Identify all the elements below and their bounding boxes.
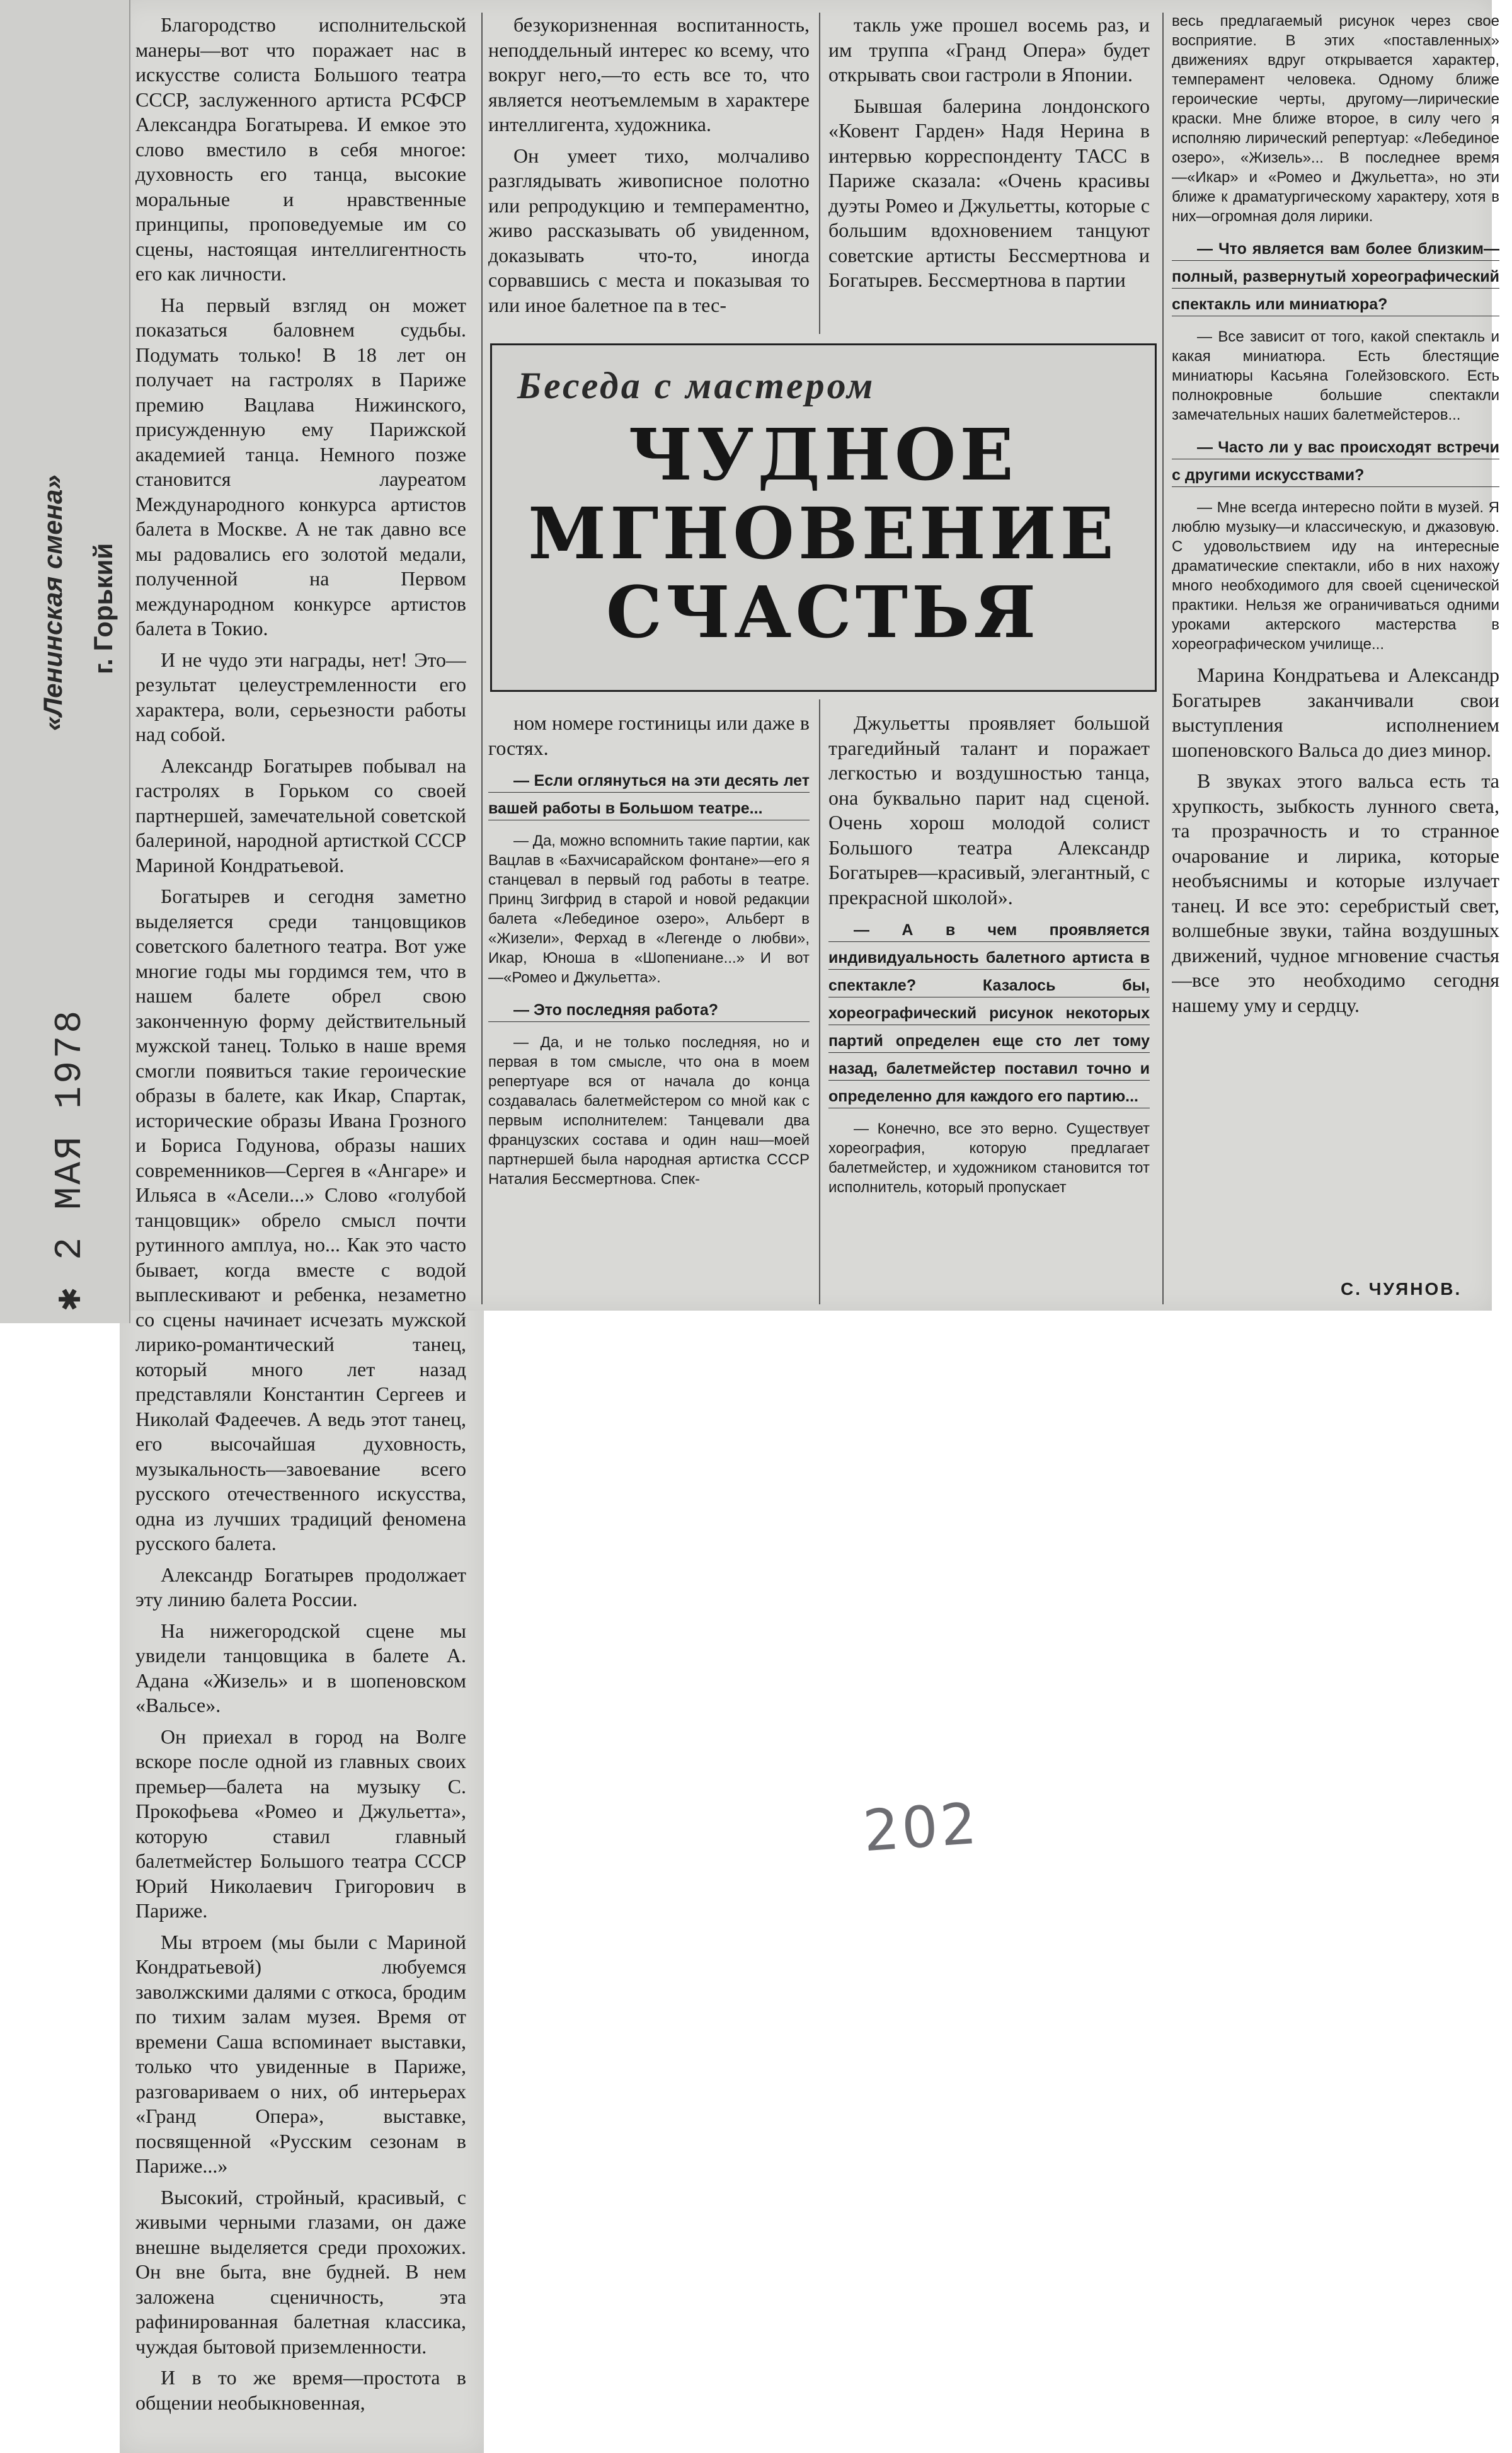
- city-stamp: г. Горький: [88, 543, 118, 674]
- column-4: [1172, 6, 1499, 1273]
- paragraph: Джульетты проявляет большой трагедийный талант и поражает легкостью и воздушностью танца, она буквально парит над сценой. Очень хорош молодой солист Большого театра Александр Богатырев—красивый, элегантный, с прекрасной школой».: [828, 711, 1150, 909]
- column-3-top: [828, 13, 1150, 331]
- headline-line-1: ЧУДНОЕ: [628, 414, 1017, 497]
- interview-answer: — Мне всегда интересно пойти в музей. Я люблю музыку—и классическую, и джазовую. С удовольствием иду на интересные драматические спектакли, ибо в них нахожу много необходимого для своей сценической практики. Нельзя же ограничиваться одними уроками актерского мастерства в хореографическом училище...: [1172, 499, 1499, 653]
- interview-answer: — Да, можно вспомнить такие партии, как Вацлав в «Бахчисарайском фонтане»—его я станцевал в первый год работы в театре. Принц Зигфрид в старой и новой редакции балета «Лебединое озеро», Альберт в «Жизели», Ферхад в «Легенде о любви», Икар, Юноша в «Шопениане...» И вот—«Ромео и Джульетта».: [488, 832, 810, 986]
- column-1: [135, 13, 466, 2445]
- column-divider: [819, 699, 820, 1304]
- paragraph: И не чудо эти награды, нет! Это—результат целеустремленности его характера, воли, серьезности работы над собой.: [135, 648, 466, 745]
- headline-line-2: МГНОВЕНИЕ: [528, 493, 1118, 575]
- paragraph: В звуках этого вальса есть та хрупкость, зыбкость лунного света, та прозрачность и то странное очарование и лирика, которые необъяснимы и которые излучает танец. И все это: серебристый свет, волшебные звуки, тайна воздушных движений, чудное мгновение счастья—все это необходимо сегодня нашему уму и сердцу.: [1172, 769, 1499, 1016]
- headline-kicker: Беседа с мастером: [517, 365, 876, 406]
- star-icon: ✱: [49, 1260, 92, 1311]
- newspaper-stamp: «Ленинская смена»: [38, 474, 67, 731]
- column-divider: [1162, 13, 1164, 1304]
- interview-question: — Если оглянуться на эти десять лет вашей работы в Большом театре...: [488, 767, 810, 822]
- paragraph: Благородство исполнительской манеры—вот что поражает нас в искусстве солиста Большого театра СССР, заслуженного артиста РСФСР Александра Богатырева. И емкое это слово вместило в себя многое: духовность его танца, высокие моральные и нравственные принципы, проповедуемые им со сцены, настоящая интеллигентность его как личности.: [135, 13, 466, 285]
- paragraph: Он умеет тихо, молчаливо разглядывать живописное полотно или репродукцию и темпераментно, живо рассказывать об увиденном, доказывать что-то, иногда сорвавшись с места и показывая то или иное балетное па в тес-: [488, 144, 810, 316]
- interview-answer: — Все зависит от того, какой спектакль и какая миниатюра. Есть блестящие миниатюры Касьяна Голейзовского. Есть полнокровные большие спектакли замечательных наших балетмейстеров...: [1172, 328, 1499, 423]
- interview-question: — Часто ли у вас происходят встречи с другими искусствами?: [1172, 434, 1499, 489]
- column-divider: [819, 13, 820, 334]
- paragraph: Высокий, стройный, красивый, с живыми черными глазами, он даже внешне выделяется среди прохожих. Он вне быта, вне будней. В нем заложена сценичность, эта рафинированная балетная классика, чуждая бытовой приземленности.: [135, 2185, 466, 2358]
- interview-question: — Что является вам более близким—полный, развернутый хореографический спектакль или миниатюра?: [1172, 235, 1499, 318]
- date-stamp: ✱ 2 МАЯ 1978: [49, 1008, 92, 1311]
- paragraph: Александр Богатырев продолжает эту линию балета России.: [135, 1563, 466, 1611]
- page-number: 202: [861, 1790, 982, 1865]
- paragraph: Богатырев и сегодня заметно выделяется среди танцовщиков советского балетного театра. Вот уже многие годы мы гордимся тем, что в нашем балете обрел свою законченную форму действительный мужской танец. Только в наше время смогли появиться такие героические образы в балете, как Икар, Спартак, исторические образы Ивана Грозного и Бориса Годунова, образы наших современников—Сергея в «Ангаре» и Ильяса в «Асели...» Слово «голубой танцовщик» обрело смысл почти рутинного амплуа, но... Как это часто бывает, когда вместе с водой выплескивают и ребенка, незаметно со сцены начинает исчезать мужской лирико-романтический танец, который много лет назад представляли Константин Сергеев и Николай Фадеечев. А ведь этот танец, его высочайшая духовность, музыкальность—завоевание всего русского отечественного искусства, одна из лучших традиций феномена русского балета.: [135, 885, 466, 1554]
- interview-question: — Это последняя работа?: [488, 996, 810, 1024]
- paragraph: такль уже прошел восемь раз, и им труппа «Гранд Опера» будет открывать свои гастроли в Японии.: [828, 13, 1150, 86]
- paragraph: Марина Кондратьева и Александр Богатырев заканчивали свои выступления исполнением шопеновского Вальса до диез минор.: [1172, 664, 1499, 761]
- interview-answer: — Да, и не только последняя, но и первая в том смысле, что она в моем репертуаре вся от начала до конца создавалась балетмейстером со мной как с первым исполнителем: Танцевали два французских состава и один наш—моей партнершей была народная артистка СССР Наталия Бессмертнова. Спек-: [488, 1034, 810, 1188]
- interview-answer: весь предлагаемый рисунок через свое восприятие. В этих «поставленных» движениях вдруг открывается характер, темперамент человека. Одному ближе героические черты, другому—лирические краски. Мне ближе второе, в силу чего я исполняю лирический репертуар: «Лебединое озеро», «Жизель»... В последнее время—«Икар» и «Ромео и Джульетта», но эти ближе к драматургическому характеру, хотя в них—огромная доля лирики.: [1172, 13, 1499, 225]
- headline-line-3: СЧАСТЬЯ: [605, 572, 1040, 654]
- paragraph: безукоризненная воспитанность, неподдельный интерес ко всему, что вокруг него,—то есть все то, что является неотъемлемым в характере интеллигента, художника.: [488, 13, 810, 135]
- paragraph: И в то же время—простота в общении необыкновенная,: [135, 2366, 466, 2414]
- paragraph: На нижегородской сцене мы увидели танцовщика в балете А. Адана «Жизель» и в шопеновском «Вальсе».: [135, 1619, 466, 1716]
- headline-box: [490, 343, 1157, 692]
- interview-answer: — Конечно, все это верно. Существует хореография, которую предлагает балетмейстер, и художником становится тот исполнитель, который пропускает: [828, 1120, 1150, 1196]
- column-2-top: [488, 13, 810, 331]
- paragraph: На первый взгляд он может показаться баловнем судьбы. Подумать только! В 18 лет он получает на гастролях в Париже премию Вацлава Нижинского, присужденную ему Парижской академией танца. Немного позже становится лауреатом Международного конкурса артистов балета в Москве. А не так давно все мы радовались его золотой медали, полученной на Первом международном конкурсе артистов балета в Токио.: [135, 293, 466, 640]
- interview-question: — А в чем проявляется индивидуальность балетного артиста в спектакле? Казалось бы, хореографический рисунок некоторых партий определен еще сто лет тому назад, балетмейстер поставил точно и определенно для каждого его партию...: [828, 916, 1150, 1110]
- author-signature: С. ЧУЯНОВ.: [1341, 1279, 1462, 1299]
- paragraph: Он приехал в город на Волге вскоре после одной из главных своих премьер—балета на музыку С. Прокофьева «Ромео и Джульетта», которую ставил главный балетмейстер Большого театра СССР Юрий Николаевич Григорович в Париже.: [135, 1725, 466, 1922]
- paragraph: Мы втроем (мы были с Мариной Кондратьевой) любуемся заволжскими далями с откоса, бродим по тихим залам музея. Время от времени Саша вспоминает выставки, только что увиденные в Париже, разговариваем о них, об интерьерах «Гранд Опера», выставке, посвященной «Русским сезонам в Париже...»: [135, 1930, 466, 2177]
- column-divider: [481, 13, 483, 1304]
- column-2-bottom: [488, 711, 810, 1303]
- paragraph: Александр Богатырев побывал на гастролях в Горьком со своей партнершей, замечательной советской балериной, народной артисткой СССР Мариной Кондратьевой.: [135, 754, 466, 876]
- column-3-bottom: [828, 711, 1150, 1303]
- paragraph: ном номере гостиницы или даже в гостях.: [488, 711, 810, 759]
- paragraph: Бывшая балерина лондонского «Ковент Гарден» Надя Нерина в интервью корреспонденту ТАСС в Париже сказала: «Очень красивы дуэты Ромео и Джульетты, которые с большим вдохновением танцуют советские артисты Бессмертнова и Богатырев. Бессмертнова в партии: [828, 94, 1150, 291]
